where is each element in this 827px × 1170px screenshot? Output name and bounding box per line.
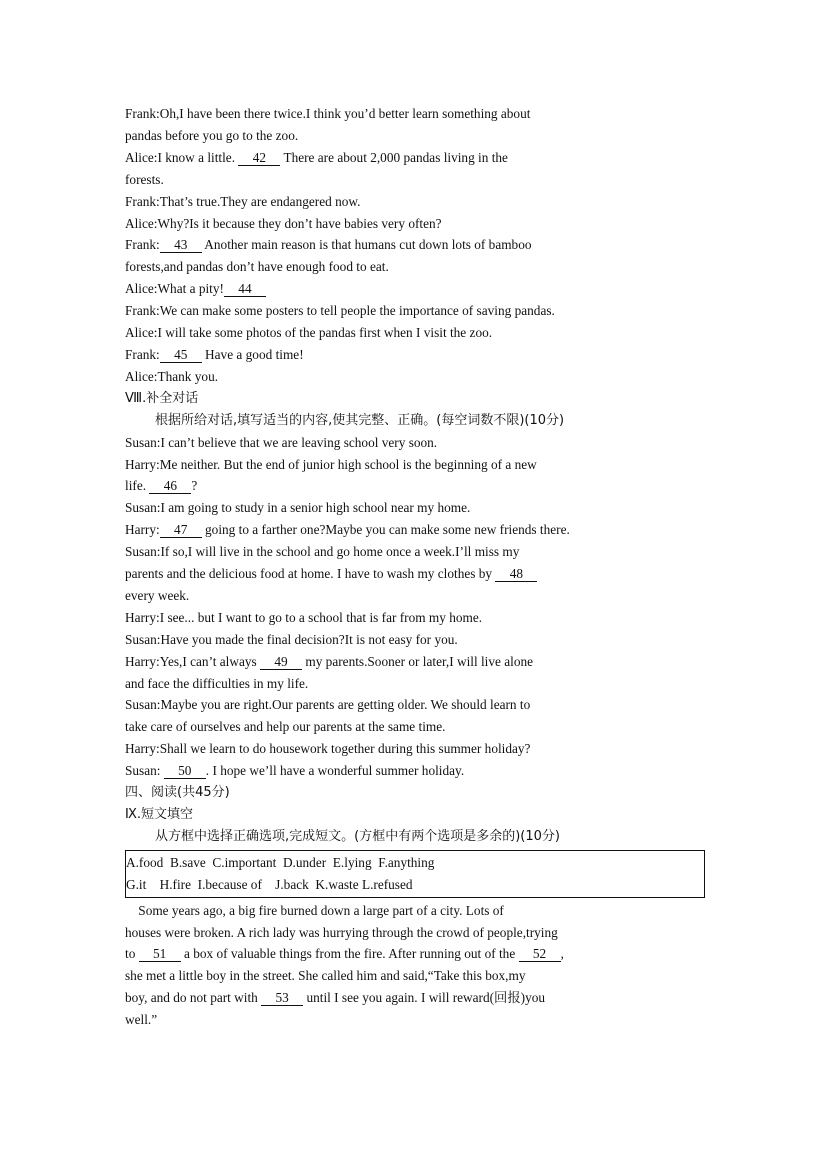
text-segment: going to a farther one?Maybe you can make some new friends there. — [201, 522, 570, 538]
text-segment: well.” — [125, 1012, 158, 1028]
passage-line — [125, 965, 710, 987]
dialog-line — [125, 169, 710, 191]
dialog-susan-harry — [125, 432, 710, 783]
part-4-title: 四、阅读(共45分) — [125, 785, 230, 801]
dialog-line — [125, 738, 710, 760]
text-segment: Harry:Yes,I can’t always — [125, 653, 261, 669]
text-segment: . I hope we’ll have a wonderful summer holiday. — [205, 763, 465, 779]
dialog-line — [125, 651, 710, 673]
section-9-instruction: 从方框中选择正确选项,完成短文。(方框中有两个选项是多余的)(10分) — [155, 828, 560, 844]
text-segment: Frank:Oh,I have been there twice.I think you’d better learn something about — [125, 106, 531, 121]
passage-line — [125, 900, 710, 922]
text-segment: my parents.Sooner or later,I will live alone — [302, 653, 534, 669]
answer-blank: 50 — [164, 763, 206, 779]
answer-blank: 53 — [261, 990, 303, 1006]
answer-blank: 52 — [519, 946, 561, 962]
document-content — [125, 103, 710, 1031]
dialog-line — [125, 716, 710, 738]
text-segment: and face the difficulties in my life. — [125, 675, 309, 691]
dialog-line — [125, 191, 710, 213]
text-segment: Some years ago, a big fire burned down a large part of a city. Lots of — [125, 902, 504, 918]
answer-blank: 49 — [260, 654, 302, 670]
text-segment: Alice:I will take some photos of the pandas first when I visit the zoo. — [125, 325, 493, 341]
section-8-title: Ⅷ.补全对话 — [125, 390, 199, 406]
text-segment: There are about 2,000 pandas living in the — [280, 149, 508, 165]
text-segment: Harry: — [125, 522, 160, 538]
text-segment: Alice:Thank you. — [125, 368, 219, 384]
section-8-instruction: 根据所给对话,填写适当的内容,使其完整、正确。(每空词数不限)(10分) — [155, 412, 565, 428]
options-row-1: A.food B.save C.important D.under E.lying F.anything — [126, 854, 435, 870]
text-segment: boy, and do not part with — [125, 990, 262, 1006]
text-segment: forests. — [125, 171, 164, 187]
text-segment: Frank: — [125, 346, 160, 362]
text-segment: Frank:We can make some posters to tell people the importance of saving pandas. — [125, 303, 555, 319]
dialog-line — [125, 563, 710, 585]
text-segment: , — [560, 946, 564, 962]
passage-line — [125, 987, 710, 1009]
text-segment: every week. — [125, 587, 190, 603]
text-segment: Harry:Shall we learn to do housework together during this summer holiday? — [125, 741, 531, 757]
dialog-line — [125, 673, 710, 695]
dialog-line — [125, 366, 710, 388]
text-segment: Susan:Maybe you are right.Our parents are getting older. We should learn to — [125, 697, 531, 713]
text-segment: to — [125, 946, 139, 962]
text-segment: take care of ourselves and help our parents at the same time. — [125, 719, 446, 735]
dialog-line — [125, 454, 710, 476]
dialog-line — [125, 629, 710, 651]
passage-line — [125, 922, 710, 944]
answer-blank: 46 — [149, 478, 191, 494]
text-segment: Alice:Why?Is it because they don’t have babies very often? — [125, 215, 442, 231]
dialog-line — [125, 585, 710, 607]
text-segment: Have a good time! — [201, 346, 304, 362]
dialog-line — [125, 278, 710, 300]
text-segment: Alice:I know a little. — [125, 149, 239, 165]
dialog-line — [125, 125, 710, 147]
answer-blank: 47 — [160, 522, 202, 538]
options-box — [125, 850, 705, 898]
dialog-line — [125, 322, 710, 344]
dialog-line — [125, 694, 710, 716]
text-segment: Susan: — [125, 763, 164, 779]
passage-line — [125, 943, 710, 965]
answer-blank: 42 — [238, 150, 280, 166]
passage-line — [125, 1009, 710, 1031]
dialog-line — [125, 760, 710, 782]
dialog-line — [125, 103, 710, 125]
dialog-frank-alice — [125, 103, 710, 388]
dialog-line — [125, 475, 710, 497]
text-segment: Frank:That’s true.They are endangered now. — [125, 193, 361, 209]
text-segment: parents and the delicious food at home. I have to wash my clothes by — [125, 566, 496, 582]
options-row-2: G.it H.fire I.because of J.back K.waste L.refused — [126, 876, 413, 892]
answer-blank: 44 — [224, 281, 266, 297]
dialog-line — [125, 300, 710, 322]
text-segment: Frank: — [125, 237, 160, 253]
dialog-line — [125, 213, 710, 235]
dialog-line — [125, 541, 710, 563]
answer-blank: 51 — [139, 946, 181, 962]
text-segment: Harry:Me neither. But the end of junior high school is the beginning of a new — [125, 456, 537, 472]
text-segment: Alice:What a pity! — [125, 281, 224, 297]
text-segment: houses were broken. A rich lady was hurrying through the crowd of people,trying — [125, 924, 558, 940]
dialog-line — [125, 607, 710, 629]
text-segment: forests,and pandas don’t have enough food to eat. — [125, 259, 389, 275]
answer-blank: 48 — [495, 566, 537, 582]
text-segment: life. — [125, 478, 150, 494]
text-segment: ? — [191, 478, 198, 494]
text-segment: Susan:Have you made the final decision?It is not easy for you. — [125, 631, 458, 647]
dialog-line — [125, 234, 710, 256]
reading-passage — [125, 900, 710, 1031]
text-segment: until I see you again. I will reward(回报)you — [303, 990, 546, 1006]
dialog-line — [125, 432, 710, 454]
dialog-line — [125, 344, 710, 366]
text-segment: a box of valuable things from the fire. After running out of the — [180, 946, 519, 962]
text-segment: pandas before you go to the zoo. — [125, 127, 299, 143]
text-segment: Harry:I see... but I want to go to a school that is far from my home. — [125, 609, 483, 625]
dialog-line — [125, 256, 710, 278]
answer-blank: 45 — [160, 347, 202, 363]
text-segment: Susan:I am going to study in a senior high school near my home. — [125, 500, 471, 516]
dialog-line — [125, 497, 710, 519]
text-segment: she met a little boy in the street. She called him and said,“Take this box,my — [125, 968, 526, 984]
text-segment: Susan:If so,I will live in the school and go home once a week.I’ll miss my — [125, 544, 520, 560]
text-segment: Susan:I can’t believe that we are leaving school very soon. — [125, 434, 438, 450]
text-segment: Another main reason is that humans cut down lots of bamboo — [201, 237, 532, 253]
dialog-line — [125, 519, 710, 541]
dialog-line — [125, 147, 710, 169]
answer-blank: 43 — [160, 237, 202, 253]
section-9-title: Ⅸ.短文填空 — [125, 807, 194, 822]
